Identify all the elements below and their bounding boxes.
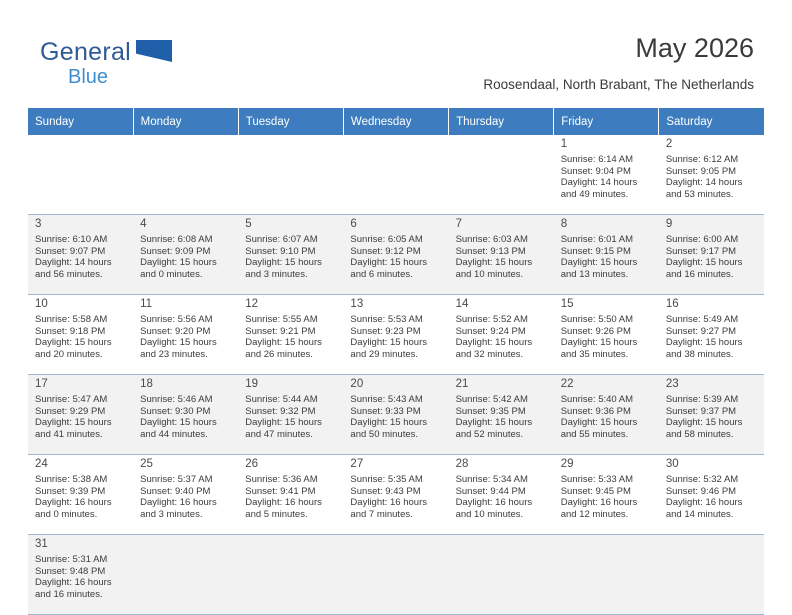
sunset-text: Sunset: 9:24 PM (455, 325, 526, 337)
day-number: 3 (35, 218, 42, 230)
day-number: 1 (560, 138, 568, 150)
sunset-text: Sunset: 9:15 PM (560, 245, 631, 257)
daylight-text: and 50 minutes. (350, 428, 419, 440)
sunrise-text: Sunrise: 6:07 AM (245, 234, 318, 245)
calendar-day-cell (28, 375, 133, 455)
calendar-day-cell (554, 135, 659, 215)
calendar-day-cell (133, 455, 238, 535)
sunrise-text: Sunrise: 5:53 AM (350, 314, 423, 325)
sunset-text: Sunset: 9:26 PM (560, 325, 631, 337)
title-block (483, 34, 754, 92)
day-number: 22 (560, 378, 574, 390)
daylight-text: and 26 minutes. (245, 348, 313, 360)
page-title: May 2026 (635, 33, 754, 63)
sunset-text: Sunset: 9:36 PM (560, 405, 631, 417)
sunrise-text: Sunrise: 5:42 AM (455, 394, 528, 405)
daylight-text: and 55 minutes. (560, 428, 629, 440)
daylight-text: Daylight: 15 hours (245, 417, 322, 429)
sunset-text: Sunset: 9:05 PM (665, 165, 737, 177)
calendar-day-cell (28, 455, 133, 535)
calendar-day-cell (659, 375, 764, 455)
daylight-text: Daylight: 14 hours (665, 177, 743, 189)
calendar-day-cell (659, 135, 764, 215)
sunset-text: Sunset: 9:33 PM (350, 405, 421, 417)
daylight-text: Daylight: 15 hours (560, 417, 638, 429)
day-number: 23 (665, 378, 679, 390)
sunrise-text: Sunrise: 6:03 AM (455, 234, 528, 245)
calendar-cell-empty (449, 535, 554, 615)
daylight-text: and 20 minutes. (35, 348, 103, 360)
daylight-text: and 38 minutes. (665, 348, 734, 360)
day-number: 4 (140, 218, 147, 230)
daylight-text: and 10 minutes. (455, 268, 524, 280)
daylight-text: and 14 minutes. (665, 508, 734, 520)
weekday-header-sunday: Sunday (28, 108, 133, 135)
daylight-text: and 16 minutes. (665, 268, 734, 280)
daylight-text: Daylight: 15 hours (350, 257, 427, 269)
day-number: 30 (665, 458, 679, 470)
day-number: 17 (35, 378, 48, 390)
sunset-text: Sunset: 9:21 PM (245, 325, 316, 337)
daylight-text: and 52 minutes. (455, 428, 524, 440)
daylight-text: and 58 minutes. (665, 428, 734, 440)
logo (40, 40, 220, 92)
sunset-text: Sunset: 9:07 PM (35, 245, 106, 257)
sunrise-text: Sunrise: 5:49 AM (665, 314, 739, 325)
calendar-cell-empty (659, 535, 764, 615)
sunset-text: Sunset: 9:09 PM (140, 245, 211, 257)
day-number: 11 (140, 298, 153, 310)
daylight-text: Daylight: 15 hours (245, 257, 322, 269)
daylight-text: Daylight: 15 hours (350, 337, 427, 349)
day-number: 31 (35, 538, 48, 550)
sunrise-text: Sunrise: 5:55 AM (245, 314, 318, 325)
sunset-text: Sunset: 9:12 PM (350, 245, 421, 257)
sunset-text: Sunset: 9:46 PM (665, 485, 737, 497)
daylight-text: and 29 minutes. (350, 348, 419, 360)
sunset-text: Sunset: 9:27 PM (665, 325, 737, 337)
calendar-cell-empty (449, 135, 554, 215)
sunset-text: Sunset: 9:39 PM (35, 485, 106, 497)
sunrise-text: Sunrise: 5:32 AM (665, 474, 739, 485)
calendar-day-cell (238, 375, 343, 455)
daylight-text: Daylight: 16 hours (35, 577, 112, 589)
calendar-cell-empty (343, 535, 448, 615)
calendar-day-cell (133, 215, 238, 295)
calendar-cell-empty (133, 135, 238, 215)
calendar-day-cell (238, 455, 343, 535)
daylight-text: Daylight: 14 hours (560, 177, 638, 189)
daylight-text: and 23 minutes. (140, 348, 208, 360)
sunrise-text: Sunrise: 5:35 AM (350, 474, 423, 485)
weekday-header-monday: Monday (133, 108, 238, 135)
sunrise-text: Sunrise: 5:40 AM (560, 394, 634, 405)
weekday-header-thursday: Thursday (449, 108, 554, 135)
daylight-text: Daylight: 14 hours (35, 257, 112, 269)
daylight-text: and 10 minutes. (455, 508, 524, 520)
sunset-text: Sunset: 9:43 PM (350, 485, 421, 497)
daylight-text: Daylight: 16 hours (140, 497, 217, 509)
weekday-header-saturday: Saturday (659, 108, 764, 135)
daylight-text: and 47 minutes. (245, 428, 313, 440)
daylight-text: Daylight: 15 hours (455, 257, 533, 269)
sunset-text: Sunset: 9:35 PM (455, 405, 526, 417)
daylight-text: Daylight: 15 hours (560, 337, 638, 349)
calendar-week-row (28, 295, 764, 375)
sunrise-text: Sunrise: 5:36 AM (245, 474, 318, 485)
calendar-day-cell (554, 455, 659, 535)
calendar-week-row (28, 215, 764, 295)
calendar-day-cell (449, 375, 554, 455)
sunrise-text: Sunrise: 6:14 AM (560, 154, 634, 165)
calendar-cell-empty (238, 135, 343, 215)
day-number: 20 (350, 378, 364, 390)
day-number: 28 (455, 458, 469, 470)
sunset-text: Sunset: 9:13 PM (455, 245, 526, 257)
sunset-text: Sunset: 9:18 PM (35, 325, 106, 337)
daylight-text: Daylight: 15 hours (665, 257, 743, 269)
day-number: 13 (350, 298, 364, 310)
calendar-day-cell (659, 215, 764, 295)
calendar-day-cell (343, 455, 448, 535)
daylight-text: Daylight: 15 hours (560, 257, 638, 269)
daylight-text: and 16 minutes. (35, 588, 103, 600)
sunrise-text: Sunrise: 5:47 AM (35, 394, 108, 405)
sunrise-text: Sunrise: 5:34 AM (455, 474, 528, 485)
sunset-text: Sunset: 9:10 PM (245, 245, 316, 257)
calendar-day-cell (659, 455, 764, 535)
weekday-header-wednesday: Wednesday (343, 108, 448, 135)
daylight-text: and 56 minutes. (35, 268, 103, 280)
calendar-day-cell (343, 215, 448, 295)
day-number: 21 (455, 378, 469, 390)
calendar-cell-empty (133, 535, 238, 615)
sunset-text: Sunset: 9:40 PM (140, 485, 211, 497)
sunrise-text: Sunrise: 5:52 AM (455, 314, 528, 325)
daylight-text: Daylight: 16 hours (665, 497, 743, 509)
page-header (28, 26, 764, 98)
sunset-text: Sunset: 9:20 PM (140, 325, 211, 337)
weekday-header-row (28, 108, 764, 135)
sunset-text: Sunset: 9:17 PM (665, 245, 737, 257)
daylight-text: Daylight: 16 hours (35, 497, 112, 509)
calendar-week-row (28, 535, 764, 615)
sunrise-text: Sunrise: 5:46 AM (140, 394, 213, 405)
daylight-text: and 41 minutes. (35, 428, 103, 440)
day-number: 26 (245, 458, 259, 470)
sunset-text: Sunset: 9:44 PM (455, 485, 526, 497)
day-number: 6 (350, 218, 357, 230)
location-subtitle: Roosendaal, North Brabant, The Netherlands (483, 76, 754, 92)
logo-blue-text: Blue (68, 66, 109, 88)
daylight-text: Daylight: 16 hours (560, 497, 638, 509)
daylight-text: Daylight: 15 hours (455, 417, 533, 429)
day-number: 10 (35, 298, 48, 310)
daylight-text: Daylight: 15 hours (140, 257, 217, 269)
day-number: 27 (350, 458, 364, 470)
sunset-text: Sunset: 9:23 PM (350, 325, 421, 337)
calendar-cell-empty (238, 535, 343, 615)
daylight-text: Daylight: 15 hours (140, 417, 217, 429)
sunrise-text: Sunrise: 5:38 AM (35, 474, 108, 485)
calendar-day-cell (343, 295, 448, 375)
daylight-text: Daylight: 15 hours (140, 337, 217, 349)
day-number: 2 (665, 138, 673, 150)
sunrise-text: Sunrise: 6:12 AM (665, 154, 739, 165)
calendar-day-cell (238, 215, 343, 295)
sunset-text: Sunset: 9:29 PM (35, 405, 106, 417)
calendar-week-row (28, 375, 764, 455)
daylight-text: and 3 minutes. (245, 268, 308, 280)
logo-general-text: General (40, 38, 132, 66)
day-number: 15 (560, 298, 574, 310)
sunset-text: Sunset: 9:41 PM (245, 485, 316, 497)
sunrise-text: Sunrise: 5:33 AM (560, 474, 634, 485)
daylight-text: Daylight: 15 hours (665, 337, 743, 349)
daylight-text: Daylight: 16 hours (455, 497, 533, 509)
calendar-week-row (28, 135, 764, 215)
calendar-day-cell (554, 295, 659, 375)
weekday-header-friday: Friday (554, 108, 659, 135)
day-number: 24 (35, 458, 48, 470)
sunrise-text: Sunrise: 6:10 AM (35, 234, 108, 245)
sunrise-text: Sunrise: 5:56 AM (140, 314, 213, 325)
day-number: 9 (665, 218, 673, 230)
sunrise-text: Sunrise: 5:31 AM (35, 554, 108, 565)
calendar-day-cell (343, 375, 448, 455)
calendar-day-cell (659, 295, 764, 375)
daylight-text: and 0 minutes. (140, 268, 203, 280)
daylight-text: Daylight: 15 hours (665, 417, 743, 429)
daylight-text: and 44 minutes. (140, 428, 208, 440)
sunrise-text: Sunrise: 5:43 AM (350, 394, 423, 405)
calendar-day-cell (133, 375, 238, 455)
daylight-text: and 32 minutes. (455, 348, 524, 360)
calendar-day-cell (449, 295, 554, 375)
daylight-text: Daylight: 16 hours (245, 497, 322, 509)
sunrise-text: Sunrise: 5:39 AM (665, 394, 739, 405)
daylight-text: Daylight: 15 hours (455, 337, 533, 349)
daylight-text: and 0 minutes. (35, 508, 98, 520)
daylight-text: Daylight: 15 hours (245, 337, 322, 349)
calendar-day-cell (133, 295, 238, 375)
day-number: 8 (560, 218, 568, 230)
sunset-text: Sunset: 9:37 PM (665, 405, 737, 417)
calendar-day-cell (449, 455, 554, 535)
calendar-table (28, 108, 764, 615)
daylight-text: and 53 minutes. (665, 188, 734, 200)
day-number: 14 (455, 298, 469, 310)
daylight-text: Daylight: 15 hours (35, 337, 112, 349)
day-number: 16 (665, 298, 679, 310)
daylight-text: Daylight: 15 hours (350, 417, 427, 429)
day-number: 12 (245, 298, 259, 310)
sunset-text: Sunset: 9:04 PM (560, 165, 631, 177)
daylight-text: and 6 minutes. (350, 268, 413, 280)
day-number: 18 (140, 378, 153, 390)
daylight-text: and 5 minutes. (245, 508, 308, 520)
day-number: 25 (140, 458, 153, 470)
sunrise-text: Sunrise: 5:50 AM (560, 314, 634, 325)
sunrise-text: Sunrise: 6:00 AM (665, 234, 739, 245)
sunset-text: Sunset: 9:30 PM (140, 405, 211, 417)
sunset-text: Sunset: 9:48 PM (35, 565, 106, 577)
sunrise-text: Sunrise: 6:08 AM (140, 234, 213, 245)
sunrise-text: Sunrise: 5:37 AM (140, 474, 213, 485)
calendar-day-cell (554, 375, 659, 455)
daylight-text: and 7 minutes. (350, 508, 413, 520)
sunrise-text: Sunrise: 6:01 AM (560, 234, 634, 245)
sunset-text: Sunset: 9:45 PM (560, 485, 631, 497)
calendar-cell-empty (343, 135, 448, 215)
daylight-text: Daylight: 16 hours (350, 497, 427, 509)
day-number: 5 (245, 218, 252, 230)
daylight-text: and 35 minutes. (560, 348, 629, 360)
calendar-day-cell (449, 215, 554, 295)
sunrise-text: Sunrise: 5:44 AM (245, 394, 318, 405)
day-number: 29 (560, 458, 574, 470)
sunrise-text: Sunrise: 5:58 AM (35, 314, 108, 325)
sunrise-text: Sunrise: 6:05 AM (350, 234, 423, 245)
day-number: 7 (455, 218, 462, 230)
calendar-day-cell (28, 535, 133, 615)
daylight-text: Daylight: 15 hours (35, 417, 112, 429)
daylight-text: and 13 minutes. (560, 268, 629, 280)
daylight-text: and 49 minutes. (560, 188, 629, 200)
day-number: 19 (245, 378, 259, 390)
calendar-cell-empty (554, 535, 659, 615)
calendar-day-cell (28, 215, 133, 295)
daylight-text: and 12 minutes. (560, 508, 629, 520)
weekday-header-tuesday: Tuesday (238, 108, 343, 135)
calendar-day-cell (238, 295, 343, 375)
daylight-text: and 3 minutes. (140, 508, 203, 520)
sunset-text: Sunset: 9:32 PM (245, 405, 316, 417)
calendar-week-row (28, 455, 764, 535)
calendar-day-cell (554, 215, 659, 295)
calendar-cell-empty (28, 135, 133, 215)
calendar-day-cell (28, 295, 133, 375)
